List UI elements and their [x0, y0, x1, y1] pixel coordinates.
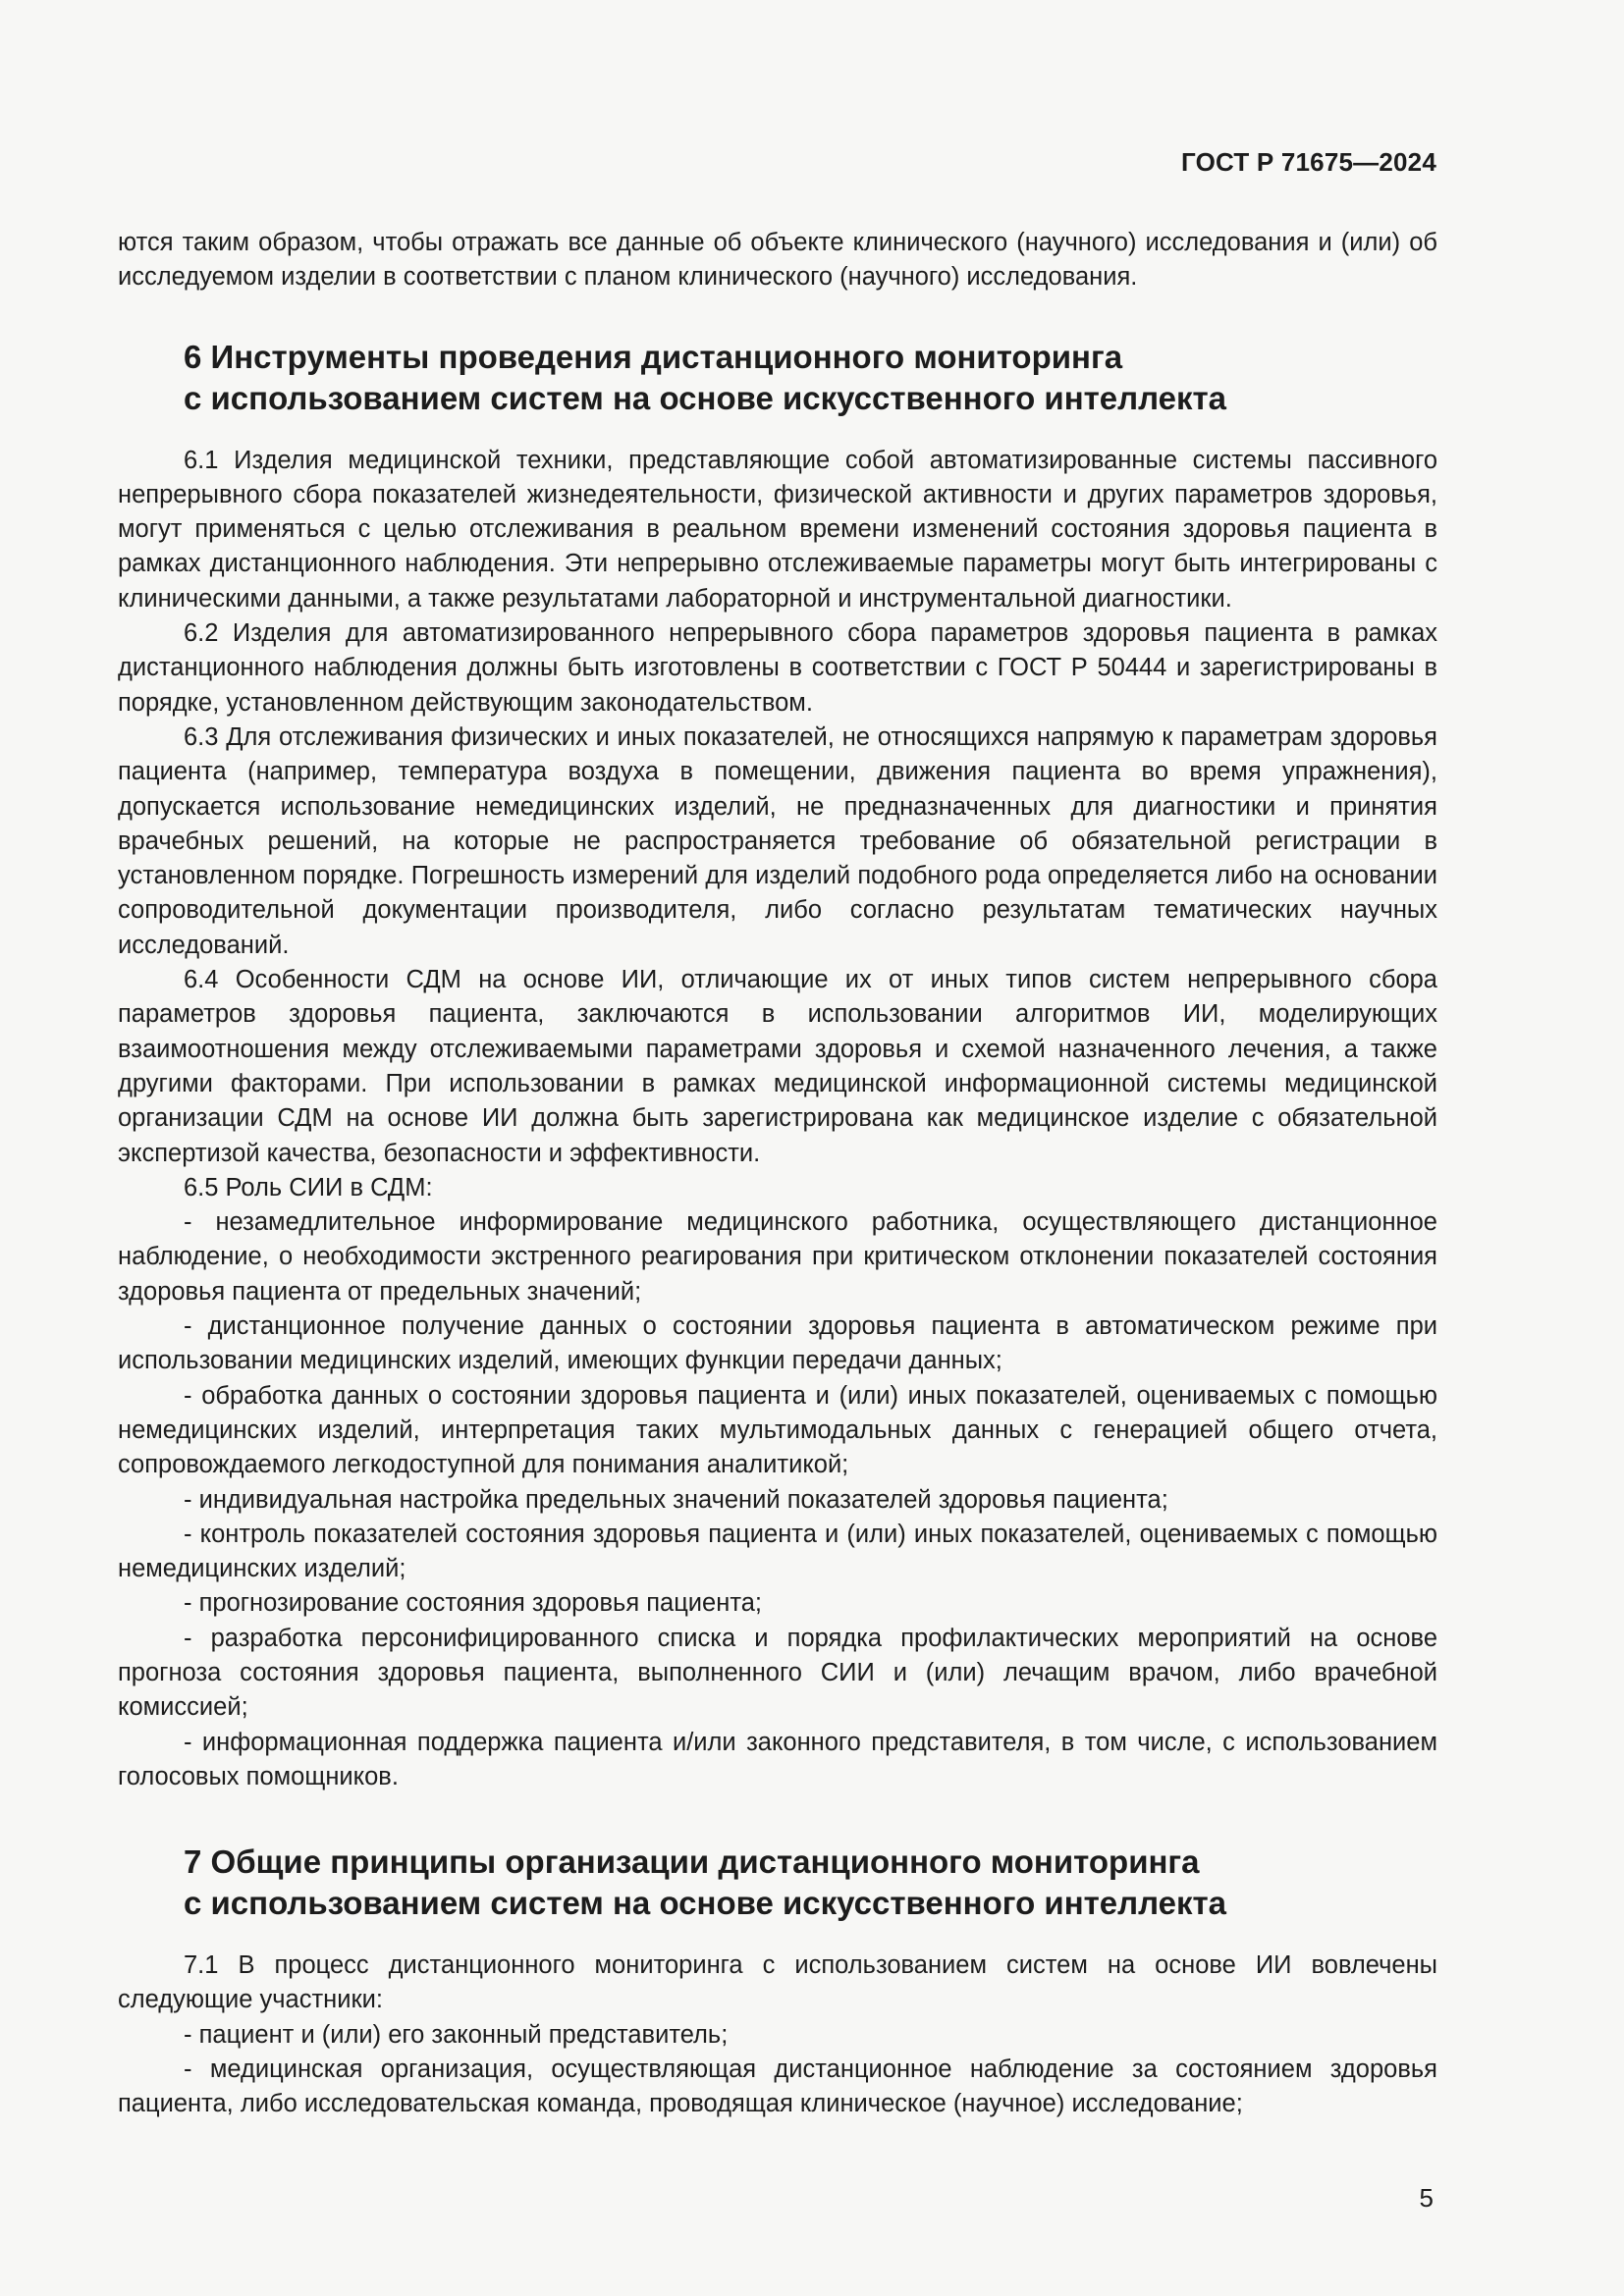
- paragraph-7-1: 7.1 В процесс дистанционного мониторинга с использованием систем на основе ИИ вовлечены следующие участники:: [118, 1951, 1437, 2014]
- section-7-heading: [118, 1842, 1437, 1924]
- paragraph-6-2: 6.2 Изделия для автоматизированного непрерывного сбора параметров здоровья пациента в рамках дистанционного наблюдения должны быть изготовлены в соответствии с ГОСТ Р 50444 и зарегистрированы в порядке, установленном действующим законодательством.: [118, 619, 1437, 717]
- page-content: [118, 226, 1437, 2122]
- paragraph-6-1: 6.1 Изделия медицинской техники, представляющие собой автоматизированные системы пассивного непрерывного сбора показателей жизнедеятельности, физической активности и других параметров здоровья, могут применяться с целью отслеживания в реальном времени изменений состояния здоровья пациента в рамках дистанционного наблюдения. Эти непрерывно отслеживаемые параметры могут быть интегрированы с клиническими данными, а также результатами лабораторной и инструментальной диагностики.: [118, 446, 1437, 613]
- paragraph-6-4: 6.4 Особенности СДМ на основе ИИ, отличающие их от иных типов систем непрерывного сбора параметров здоровья пациента, заключаются в использовании алгоритмов ИИ, моделирующих взаимоотношения между отслеживаемыми параметрами здоровья и схемой назначенного лечения, а также другими факторами. При использовании в рамках медицинской информационной системы медицинской организации СДМ на основе ИИ должна быть зарегистрирована как медицинское изделие с обязательной экспертизой качества, безопасности и эффективности.: [118, 966, 1437, 1167]
- intro-paragraph: ются таким образом, чтобы отражать все данные об объекте клинического (научного) исследования и (или) об исследуемом изделии в соответствии с планом клинического (научного) исследования.: [118, 229, 1437, 292]
- section-6-heading: [118, 337, 1437, 419]
- document-header: ГОСТ Р 71675—2024: [1181, 147, 1436, 177]
- list-item: - прогнозирование состояния здоровья пациента;: [184, 1589, 762, 1618]
- list-item: - медицинская организация, осуществляющая дистанционное наблюдение за состоянием здоровья пациента, либо исследовательская команда, проводящая клиническое (научное) исследование;: [118, 2056, 1437, 2118]
- list-item: - контроль показателей состояния здоровья пациента и (или) иных показателей, оцениваемых с помощью немедицинских изделий;: [118, 1520, 1437, 1583]
- list-item: - обработка данных о состоянии здоровья пациента и (или) иных показателей, оцениваемых с помощью немедицинских изделий, интерпретация таких мультимодальных данных с генерацией общего отчета, сопровождаемого легкодоступной для понимания аналитикой;: [118, 1381, 1437, 1479]
- section-6-heading-line2: с использованием систем на основе искусственного интеллекта: [184, 379, 1227, 416]
- paragraph-6-5: 6.5 Роль СИИ в СДМ:: [184, 1173, 433, 1201]
- list-item: - разработка персонифицированного списка и порядка профилактических мероприятий на основе прогноза состояния здоровья пациента, выполненного СИИ и (или) лечащим врачом, либо врачебной комиссией;: [118, 1624, 1437, 1722]
- list-item: - индивидуальная настройка предельных значений показателей здоровья пациента;: [184, 1485, 1168, 1514]
- paragraph-6-3: 6.3 Для отслеживания физических и иных показателей, не относящихся напрямую к параметрам здоровья пациента (например, температура воздуха в помещении, движения пациента во время упражнения), допускается использование немедицинских изделий, не предназначенных для диагностики и принятия врачебных решений, на которые не распространяется требование об обязательной регистрации в установленном порядке. Погрешность измерений для изделий подобного рода определяется либо на основании сопроводительной документации производителя, либо согласно результатам тематических научных исследований.: [118, 722, 1437, 959]
- list-item: - незамедлительное информирование медицинского работника, осуществляющего дистанционное наблюдение, о необходимости экстренного реагирования при критическом отклонении показателей состояния здоровья пациента от предельных значений;: [118, 1208, 1437, 1306]
- page-number: 5: [1419, 2183, 1434, 2213]
- section-7-heading-line2: с использованием систем на основе искусственного интеллекта: [184, 1885, 1227, 1922]
- list-item: - информационная поддержка пациента и/или законного представителя, в том числе, с использованием голосовых помощников.: [118, 1728, 1437, 1790]
- list-item: - дистанционное получение данных о состоянии здоровья пациента в автоматическом режиме при использовании медицинских изделий, имеющих функции передачи данных;: [118, 1312, 1437, 1375]
- section-7-heading-line1: 7 Общие принципы организации дистанционного мониторинга: [184, 1843, 1200, 1881]
- section-6-heading-line1: 6 Инструменты проведения дистанционного мониторинга: [184, 338, 1123, 375]
- list-item: - пациент и (или) его законный представитель;: [184, 2020, 729, 2049]
